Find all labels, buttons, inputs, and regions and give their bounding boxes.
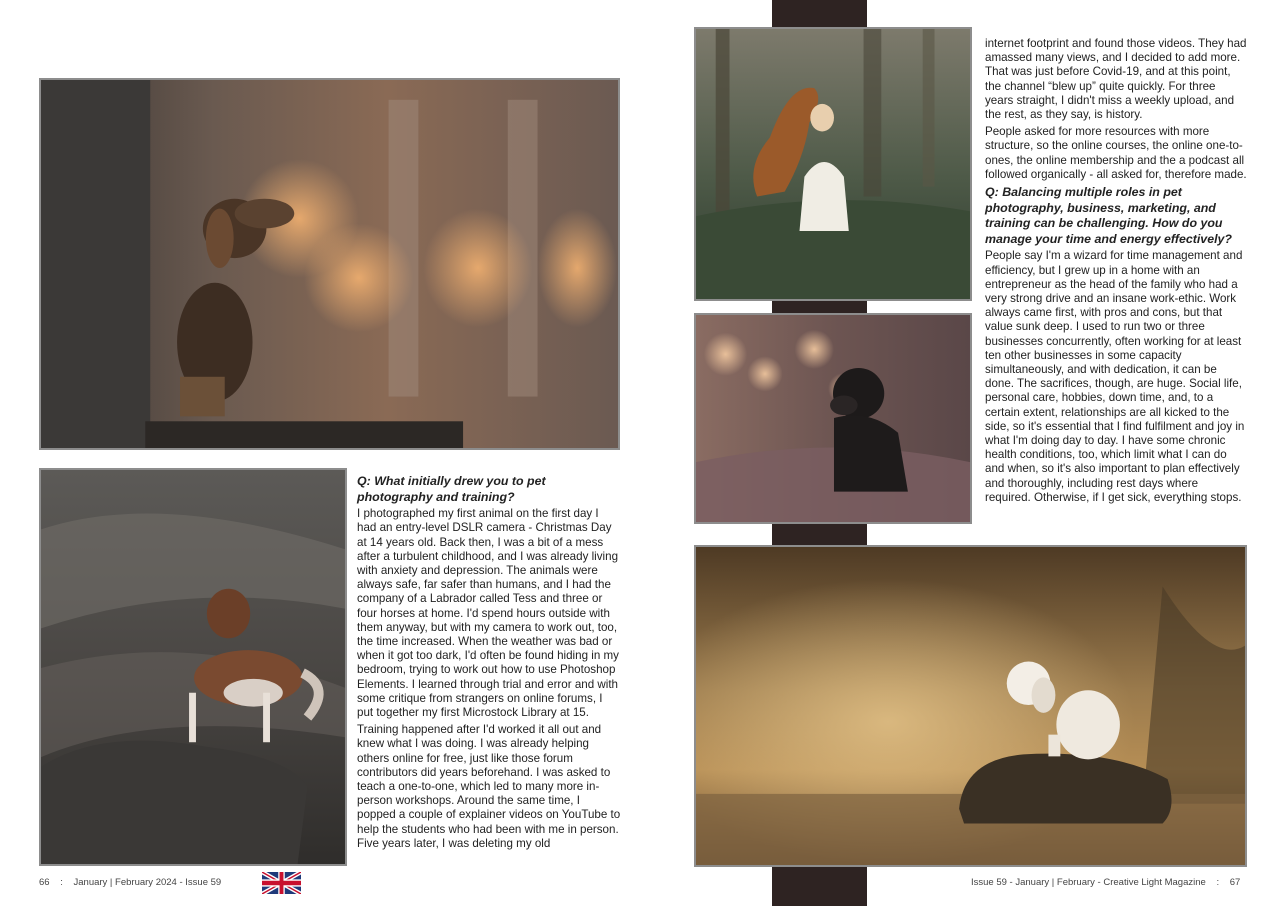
article-paragraph: People say I'm a wizard for time management and efficiency, but I grew up in a home with an entrepreneur as the head of the family who had a very strong drive and an insane work-ethic. Work always came first, with pros and cons, but that value sunk deep. I used to run two or three businesses concurrently, often working for at least ten other businesses in some capacity simultaneously, and with dedication, it can be done. The sacrifices, though, are huge. Social life, personal care, hobbies, down time, and, to a certain extent, relationships are all kicked to the side, so it's essential that I find fulfilment and joy in what I'm doing day to day. I have some chronic health conditions, too, which limit what I can do and when, so it's also important to plan effectively and thoroughly, including rest days where required. Otherwise, if I get sick, everything stops. xyxy=(985,249,1245,504)
photo-woman-with-horse xyxy=(694,27,972,301)
article-paragraph: I photographed my first animal on the first day I had an entry-level DSLR camera - Christmas Day at 14 years old. Back then, I was a bit of a mess after a turbulent childhood, and I was already living with anxiety and depression. The animals were always safe, far safer than humans, and I had the company of a Labrador called Tess and three or four horses at home. I'd spend hours outside with them anyway, but with my camera to work out, too, the time increased. When the weather was bad or when it got too dark, I'd often be found hiding in my bedroom, trying to work out how to use Photoshop Elements. I learned through trial and error and with some critique from strangers on online forums, I put together my first Microstock Library at 15. xyxy=(357,507,619,720)
footer-issue: Issue 59 - January | February - Creative Light Magazine xyxy=(971,877,1206,888)
uk-flag-icon xyxy=(262,872,301,894)
photo-white-dog-on-rock xyxy=(694,545,1247,867)
footer-left xyxy=(39,877,221,888)
photo-black-labrador xyxy=(694,313,972,524)
footer-right xyxy=(971,877,1240,888)
article-paragraph: Training happened after I'd worked it all out and knew what I was doing. I was already helping others online for free, just like those forum contributors did years beforehand. I was asked to teach a one-to-one, which led to many more in-person workshops. Around the same time, I popped a couple of explainer videos on YouTube to help the students who had been with me in person. Five years later, I was deleting my old xyxy=(357,723,621,850)
question-heading: Q: What initially drew you to pet photography and training? xyxy=(357,474,546,504)
page-number: 67 xyxy=(1229,877,1241,888)
article-paragraph: People asked for more resources with more structure, so the online courses, the online one-to-ones, the online membership and the a podcast all followed organically - all asked for, therefore made. xyxy=(985,125,1247,181)
page-number: 66 xyxy=(39,877,50,888)
footer-separator: : xyxy=(1216,877,1220,888)
article-paragraph: internet footprint and found those videos. They had amassed many views, and I decided to add more. That was just before Covid-19, and at this point, the channel “blew up” quite quickly. For three years straight, I didn't miss a weekly upload, and the rest, as they say, is history. xyxy=(985,37,1247,122)
footer-separator: : xyxy=(60,877,63,888)
article-column-right xyxy=(985,37,1247,508)
photo-dachshund xyxy=(39,78,620,450)
article-column-left xyxy=(357,474,621,854)
footer-issue: January | February 2024 - Issue 59 xyxy=(73,877,222,888)
photo-collie-on-rocks xyxy=(39,468,347,866)
question-heading: Q: Balancing multiple roles in pet photography, business, marketing, and training can be challenging. How do you manage your time and energy effectively? xyxy=(985,185,1232,246)
